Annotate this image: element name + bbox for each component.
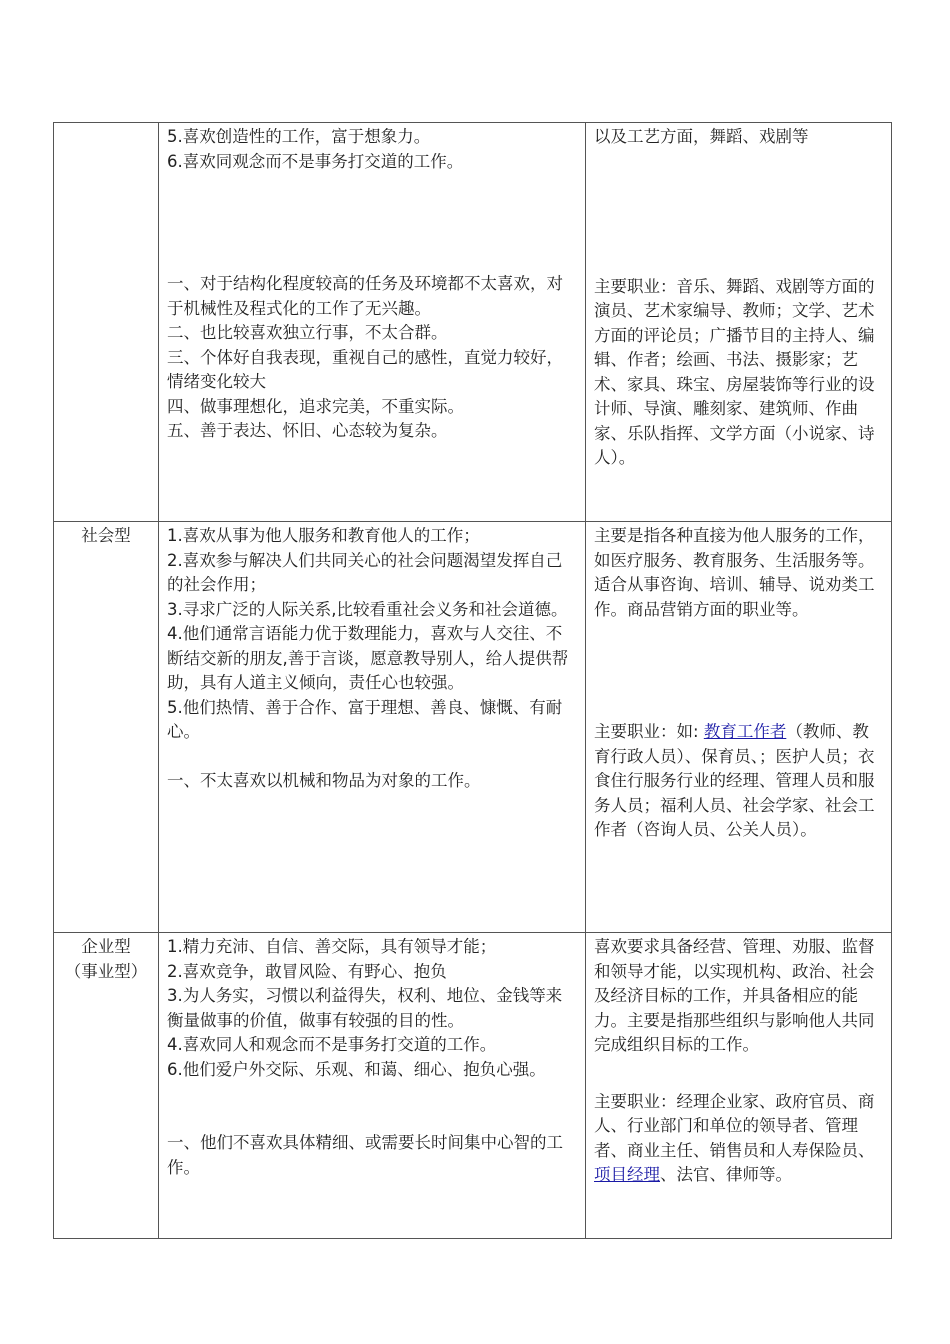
dislike-item: 四、做事理想化，追求完美，不重实际。 [167, 396, 464, 416]
career-description: 喜欢要求具备经营、管理、劝服、监督和领导才能，以实现机构、政治、社会及经济目标的工作，并具备相应的能力。主要是指那些组织与影响他人共同完成组织目标的工作。 [594, 937, 875, 1054]
table-row-social [54, 522, 892, 933]
career-main-prefix: 主要职业：如: [594, 722, 704, 741]
career-main-suffix: 、法官、律师等。 [660, 1165, 792, 1184]
trait-item: 6.他们爱户外交际、乐观、和蔼、细心、抱负心强。 [167, 1059, 546, 1079]
type-cell [54, 933, 159, 1239]
career-main [594, 720, 883, 843]
trait-item: 5.他们热情、善于合作、富于理想、善良、慷慨、有耐心。 [167, 697, 563, 741]
type-cell [54, 522, 159, 933]
traits-cell [159, 522, 586, 933]
trait-item: 1.喜欢从事为他人服务和教育他人的工作； [167, 526, 480, 545]
dislike-item: 一、他们不喜欢具体精细、或需要长时间集中心智的工作。 [167, 1133, 563, 1177]
trait-item: 2.喜欢参与解决人们共同关心的社会问题渴望发挥自己的社会作用； [167, 550, 563, 594]
trait-item: 2.喜欢竞争，敢冒风险、有野心、抱负 [167, 961, 447, 981]
type-cell [54, 123, 159, 522]
project-manager-link[interactable]: 项目经理 [594, 1165, 660, 1184]
career-description: 主要是指各种直接为他人服务的工作，如医疗服务、教育服务、生活服务等。适合从事咨询、培训、辅导、说劝类工作。商品营销方面的职业等。 [594, 526, 875, 619]
trait-item: 6.喜欢同观念而不是事务打交道的工作。 [167, 151, 464, 171]
personality-career-table [53, 122, 892, 1239]
trait-item: 4.喜欢同人和观念而不是事务打交道的工作。 [167, 1035, 497, 1054]
type-label: 企业型 [81, 937, 131, 956]
traits-cell [159, 933, 586, 1239]
career-main: 主要职业：音乐、舞蹈、戏剧等方面的演员、艺术家编导、教师；文学、艺术方面的评论员；广播节目的主持人、编辑、作者；绘画、书法、摄影家；艺术、家具、珠宝、房屋装饰等行业的设计师、导演、雕刻家、建筑师、作曲家、乐队指挥、文学方面（小说家、诗人）。 [594, 276, 875, 467]
trait-item: 1.精力充沛、自信、善交际，具有领导才能； [167, 937, 497, 956]
type-label: 社会型 [81, 526, 131, 545]
dislike-item: 一、不太喜欢以机械和物品为对象的工作。 [167, 770, 481, 790]
dislike-item: 五、善于表达、怀旧、心态较为复杂。 [167, 421, 448, 440]
career-main-prefix: 主要职业：经理企业家、政府官员、商人、行业部门和单位的领导者、管理者、商业主任、销售员和人寿保险员、 [594, 1091, 875, 1160]
careers-cell [586, 123, 892, 522]
career-description: 以及工艺方面，舞蹈、戏剧等 [594, 127, 809, 146]
trait-item: 4.他们通常言语能力优于数理能力，喜欢与人交往、不断结交新的朋友,善于言谈，愿意教导别人，给人提供帮助，具有人道主义倾向，责任心也较强。 [167, 624, 569, 692]
type-sublabel: （事业型） [64, 961, 148, 981]
dislike-item: 二、也比较喜欢独立行事，不太合群。 [167, 323, 448, 342]
educator-link[interactable]: 教育工作者 [703, 722, 787, 741]
career-main [594, 1090, 883, 1188]
trait-item: 3.寻求广泛的人际关系,比较看重社会义务和社会道德。 [167, 599, 568, 619]
careers-cell [586, 522, 892, 933]
careers-cell [586, 933, 892, 1239]
career-main-suffix: （教师、教育行政人员）、保育员、；医护人员；衣食住行服务行业的经理、管理人员和服务人员；福利人员、社会学家、社会工作者（咨询人员、公关人员）。 [594, 722, 875, 839]
dislike-item: 三、个体好自我表现，重视自己的感性，直觉力较好，情绪变化较大 [167, 347, 563, 391]
dislike-item: 一、对于结构化程度较高的任务及环境都不太喜欢，对于机械性及程式化的工作了无兴趣。 [167, 274, 563, 318]
table-row-artistic [54, 123, 892, 522]
traits-cell [159, 123, 586, 522]
trait-item: 5.喜欢创造性的工作，富于想象力。 [167, 127, 431, 146]
table-row-enterprise [54, 933, 892, 1239]
trait-item: 3.为人务实，习惯以利益得失，权利、地位、金钱等来衡量做事的价值，做事有较强的目的性。 [167, 986, 563, 1030]
